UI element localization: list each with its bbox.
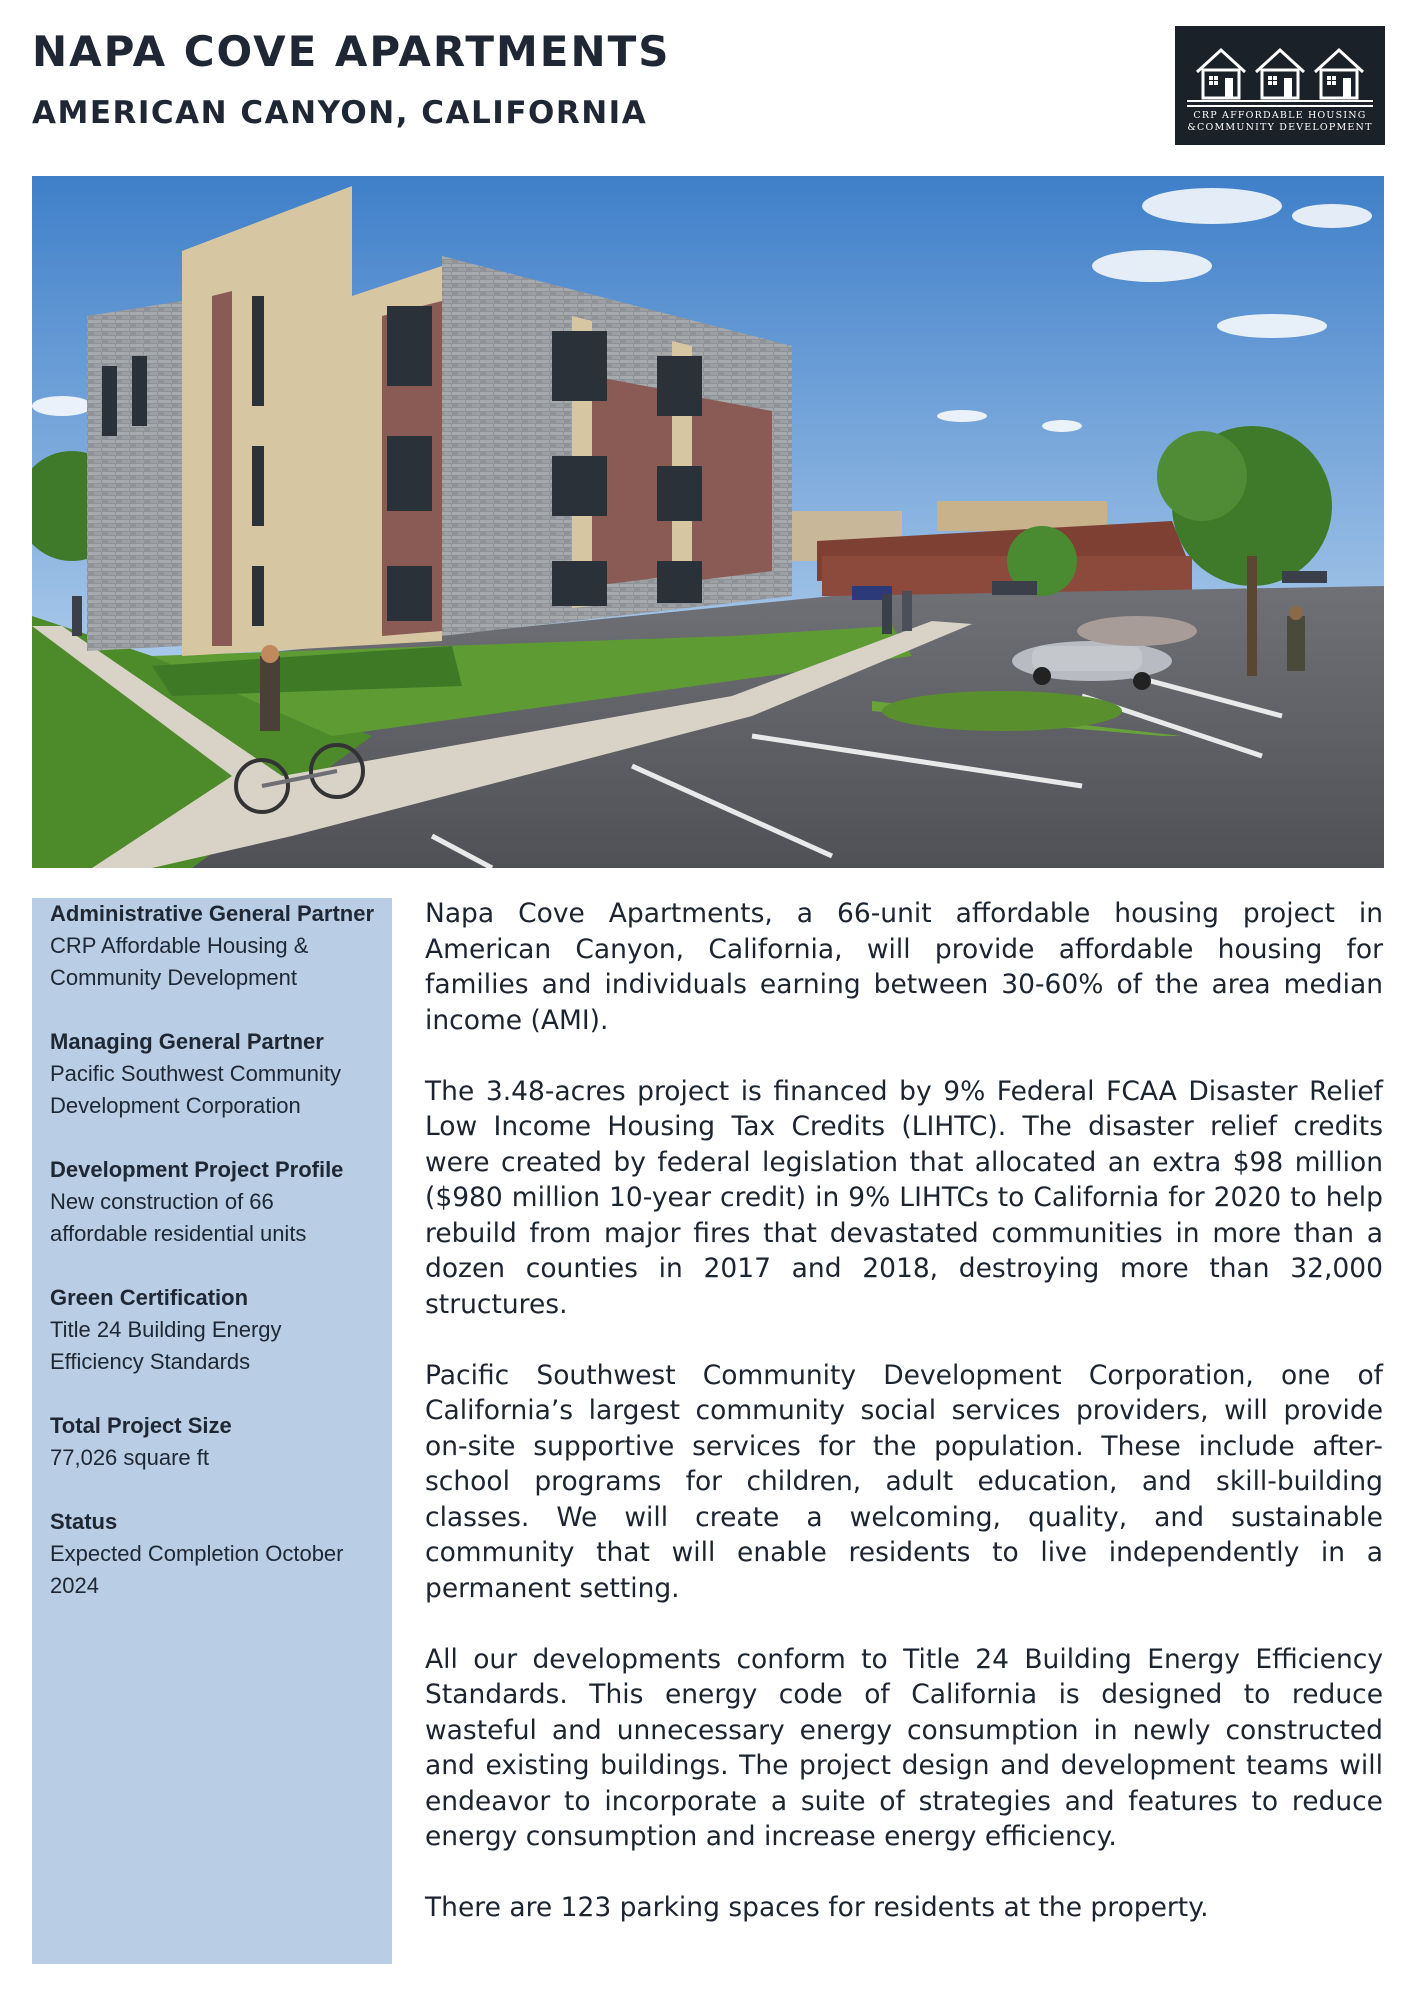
sidebar-item-value: 77,026 square ft: [50, 1445, 210, 1470]
sidebar-item-value: CRP Affordable Housing & Community Development: [50, 933, 309, 990]
page-title: NAPA COVE APARTMENTS: [32, 27, 671, 76]
sidebar-item-admin-partner: [50, 898, 374, 994]
logo-text-line2: &COMMUNITY DEVELOPMENT: [1187, 122, 1373, 133]
description-paragraph: There are 123 parking spaces for residents at the property.: [425, 1892, 1209, 1923]
sidebar-item-status: [50, 1506, 374, 1602]
project-details-sidebar: [32, 898, 392, 1964]
sidebar-item-label: Green Certification: [50, 1285, 249, 1310]
sidebar-item-label: Managing General Partner: [50, 1029, 324, 1054]
sidebar-item-label: Total Project Size: [50, 1413, 232, 1438]
sidebar-item-value: Expected Completion October 2024: [50, 1541, 344, 1598]
sidebar-item-project-profile: [50, 1154, 374, 1250]
building-rendering-image: [32, 176, 1384, 868]
description-paragraph: The 3.48-acres project is financed by 9% Federal FCAA Disaster Relief Low Income Housing Tax Credits (LIHTC). The disaster relief credits were created by federal legislation that allocated an extra $98 million ($980 million 10-year credit) in 9% LIHTCs to California for 2020 to help rebuild from major fires that devastated communities in more than a dozen counties in 2017 and 2018, destroying more than 32,000 structures.: [425, 1075, 1383, 1320]
sidebar-item-managing-partner: [50, 1026, 374, 1122]
logo-text-line1: CRP AFFORDABLE HOUSING: [1193, 110, 1367, 121]
sidebar-item-value: New construction of 66 affordable residential units: [50, 1189, 307, 1246]
sidebar-item-value: Title 24 Building Energy Efficiency Standards: [50, 1317, 282, 1374]
sidebar-item-project-size: [50, 1410, 374, 1474]
three-houses-icon: [1183, 34, 1377, 110]
description-paragraph: Napa Cove Apartments, a 66-unit affordable housing project in American Canyon, California, will provide affordable housing for families and individuals earning between 30-60% of the area median income (AMI).: [425, 898, 1383, 1036]
sidebar-item-label: Administrative General Partner: [50, 901, 375, 926]
sidebar-item-label: Status: [50, 1509, 118, 1534]
project-description: [425, 896, 1383, 1961]
description-paragraph: All our developments conform to Title 24 Building Energy Efficiency Standards. This energy code of California is designed to reduce wasteful and unnecessary energy consumption in newly constructed and existing buildings. The project design and development teams will endeavor to incorporate a suite of strategies and features to reduce energy consumption and increase energy efficiency.: [425, 1643, 1383, 1852]
sidebar-item-green-certification: [50, 1282, 374, 1378]
page-subtitle: AMERICAN CANYON, CALIFORNIA: [32, 95, 648, 131]
sidebar-item-value: Pacific Southwest Community Development Corporation: [50, 1061, 341, 1118]
sidebar-item-label: Development Project Profile: [50, 1157, 344, 1182]
company-logo: [1175, 26, 1385, 145]
page-header: [32, 24, 671, 134]
description-paragraph: Pacific Southwest Community Development Corporation, one of California’s largest community social services providers, will provide on-site supportive services for the population. These include after-school programs for children, adult education, and skill-building classes. We will create a welcoming, quality, and sustainable community that will enable residents to live independently in a permanent setting.: [425, 1359, 1383, 1604]
